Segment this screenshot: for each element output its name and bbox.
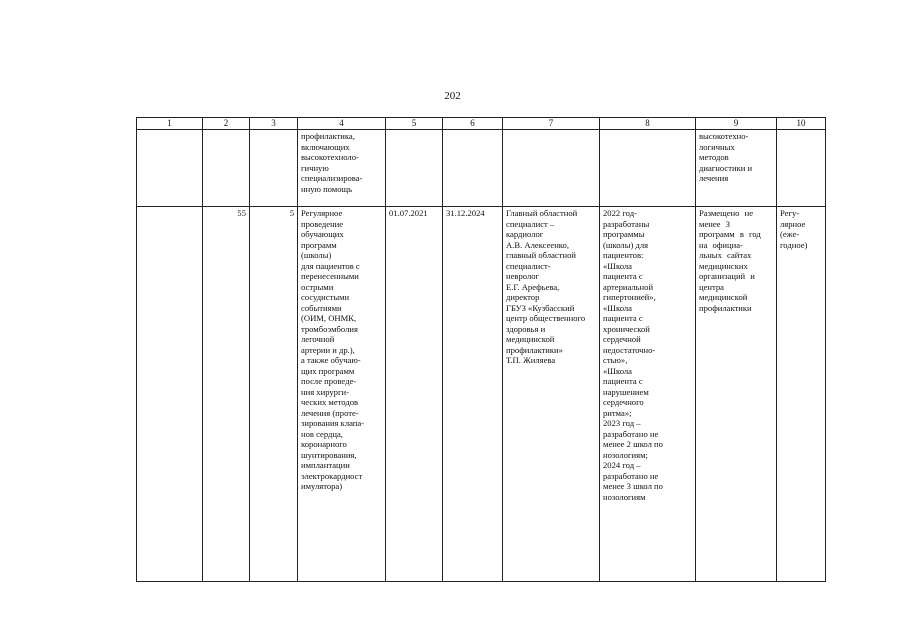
text-line: профилактики [699, 302, 752, 313]
cell-empty [250, 130, 298, 207]
page-number: 202 [444, 90, 461, 102]
text-line: пациента с [603, 313, 643, 323]
text-line: «Школа [603, 302, 632, 313]
text-line: нозологиям; [603, 449, 648, 460]
column-number-row [137, 118, 826, 130]
text-line: перенесенными [301, 271, 359, 281]
cell-empty [503, 130, 600, 207]
text-line: гичную [301, 162, 329, 173]
text-line: пациента с [603, 376, 643, 386]
text-line: ния хирурги- [301, 386, 349, 397]
cell-result-continued [696, 130, 777, 207]
text-line: 2022 год- [603, 208, 637, 218]
text-line: 2023 год – [603, 418, 641, 428]
column-header: 7 [503, 118, 600, 130]
column-header: 10 [777, 118, 826, 130]
cell-end-date: 31.12.2024 [443, 207, 503, 582]
cell-empty [203, 130, 250, 207]
column-header: 4 [298, 118, 386, 130]
text-line: центра [699, 281, 724, 292]
text-line: а также обучаю- [301, 355, 361, 365]
cell-empty [777, 130, 826, 207]
cell-frequency [777, 207, 826, 582]
text-line: директор [506, 292, 540, 302]
text-line: медицинских [699, 260, 748, 271]
text-line: (ОИМ, ОНМК, [301, 313, 357, 323]
cell-empty [600, 130, 696, 207]
text-line: А.В. Алексеенко, [506, 239, 569, 250]
text-line: «Школа [603, 365, 632, 376]
text-line: программы [603, 229, 645, 239]
text-line: электрокардиост [301, 470, 363, 481]
text-line: артериальной [603, 281, 654, 292]
text-line: главный областной [506, 250, 576, 260]
column-header: 5 [386, 118, 443, 130]
text-line: гипертонией», [603, 292, 656, 302]
column-header: 1 [137, 118, 203, 130]
text-line: имплантации [301, 460, 350, 470]
text-line: здоровья и [506, 323, 546, 334]
text-line: пациентов: [603, 250, 644, 260]
cell-activity-continued [298, 130, 386, 207]
text-line: щих программ [301, 365, 355, 376]
text-line: легочной [301, 334, 335, 344]
text-line: невролог [506, 271, 540, 281]
text-line: Регулярное [301, 208, 343, 218]
text-line: ГБУЗ «Кузбасский [506, 302, 575, 313]
text-line: программ в год [699, 229, 761, 239]
table-row-continuation [137, 130, 826, 207]
cell-empty [443, 130, 503, 207]
text-line: включающих [301, 141, 350, 152]
text-line: нную помощь [301, 183, 353, 194]
text-line: специализирова- [301, 173, 363, 183]
cell-indicator [696, 207, 777, 582]
text-line: зирования клапа- [301, 418, 365, 428]
text-line: программ [301, 239, 337, 250]
text-line: годное) [780, 239, 808, 250]
text-line: Т.П. Жиляева [506, 355, 556, 365]
text-line: сосудистыми [301, 292, 350, 302]
text-line: коронарного [301, 439, 347, 449]
text-line: специалист- [506, 260, 551, 271]
text-line: высокотехноло- [301, 152, 359, 162]
text-line: специалист – [506, 218, 555, 229]
text-line: организаций и [699, 271, 755, 281]
text-line: (школы) для [603, 239, 649, 250]
text-line: артерии и др.), [301, 344, 355, 355]
text-line: медицинской [506, 334, 555, 344]
column-header: 3 [250, 118, 298, 130]
text-line: менее 3 [699, 218, 730, 229]
text-line: диагностики и [699, 162, 753, 173]
text-line: обучающих [301, 229, 344, 239]
text-line: кардиолог [506, 229, 544, 239]
cell-row-number: 55 [203, 207, 250, 582]
cell-expected-result [600, 207, 696, 582]
text-line: событиями [301, 302, 342, 313]
cell-start-date: 01.07.2021 [386, 207, 443, 582]
text-line: нозологиям [603, 491, 646, 502]
text-line: «Школа [603, 260, 632, 271]
text-line: профилактики» [506, 344, 563, 355]
column-header: 6 [443, 118, 503, 130]
text-line: 2024 год – [603, 460, 641, 470]
text-line: нарушением [603, 386, 649, 397]
text-line: на официа- [699, 239, 743, 250]
cell-item-number: 5 [250, 207, 298, 582]
text-line: логичных [699, 141, 735, 152]
text-line: острыми [301, 281, 334, 292]
text-line: стью», [603, 355, 628, 365]
column-header: 9 [696, 118, 777, 130]
text-line: методов [699, 152, 729, 162]
cell-empty [386, 130, 443, 207]
text-line: сердечной [603, 334, 641, 344]
text-line: ческих методов [301, 397, 359, 407]
text-line: ритма»; [603, 407, 632, 418]
text-line: сердечного [603, 397, 644, 407]
text-line: проведение [301, 218, 344, 229]
cell-empty [137, 207, 203, 582]
text-line: льных сайтах [699, 250, 752, 260]
text-line: недостаточно- [603, 344, 656, 355]
plan-table [136, 117, 826, 582]
text-line: нов сердца, [301, 428, 343, 439]
text-line: имулятора) [301, 481, 343, 491]
text-line: менее 2 школ по [603, 439, 663, 449]
text-line: тромбоэмболия [301, 323, 358, 334]
text-line: Размещено не [699, 208, 754, 218]
cell-activity [298, 207, 386, 582]
text-line: профилактика, [301, 131, 355, 141]
text-line: лярное [780, 218, 806, 229]
text-line: Е.Г. Арефьева, [506, 281, 560, 292]
text-line: медицинской [699, 292, 748, 302]
text-line: менее 3 школ по [603, 481, 663, 491]
text-line: лечения [699, 173, 729, 183]
text-line: (еже- [780, 229, 800, 239]
text-line: разработано не [603, 428, 659, 439]
text-line: для пациентов с [301, 260, 360, 271]
text-line: высокотехно- [699, 131, 749, 141]
text-line: пациента с [603, 271, 643, 281]
column-header: 8 [600, 118, 696, 130]
text-line: центр общественного [506, 313, 586, 323]
cell-empty [137, 130, 203, 207]
text-line: Главный областной [506, 208, 578, 218]
text-line: разработаны [603, 218, 650, 229]
text-line: разработано не [603, 470, 659, 481]
column-header: 2 [203, 118, 250, 130]
text-line: лечения (проте- [301, 407, 359, 418]
text-line: (школы) [301, 250, 332, 260]
table-row [137, 207, 826, 582]
text-line: после проведе- [301, 376, 357, 386]
text-line: шунтирования, [301, 449, 357, 460]
text-line: хронической [603, 323, 650, 334]
text-line: Регу- [780, 208, 800, 218]
cell-responsible [503, 207, 600, 582]
